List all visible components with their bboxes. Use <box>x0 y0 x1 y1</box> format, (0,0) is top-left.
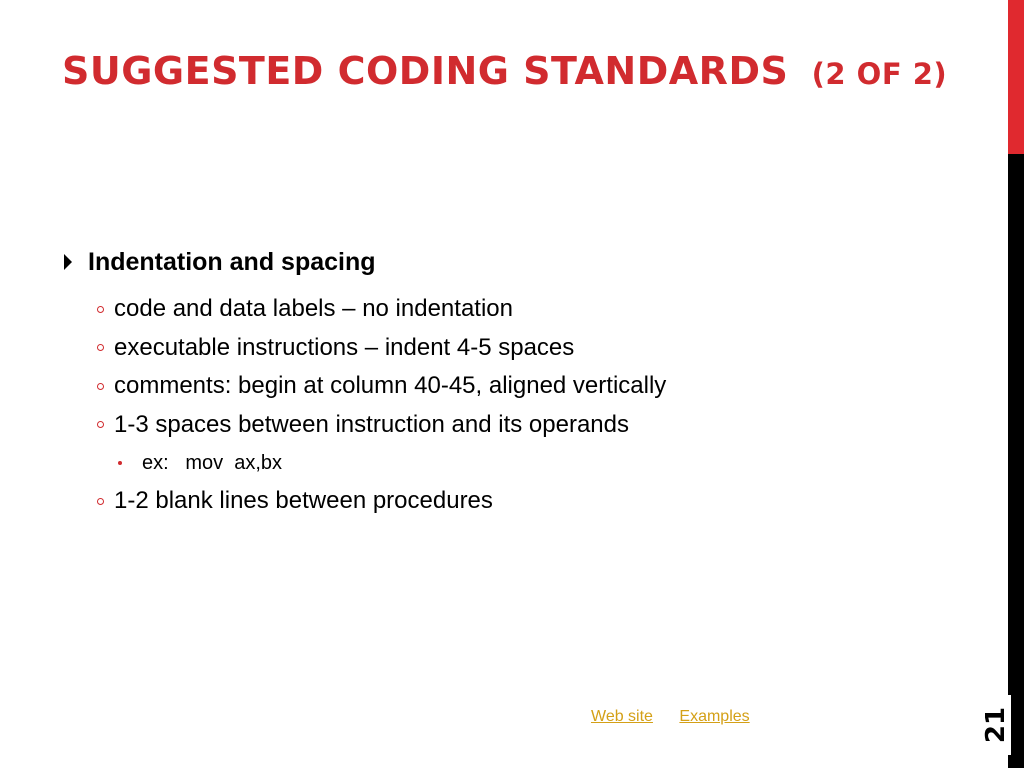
list-item <box>62 290 962 329</box>
hollow-circle-icon <box>97 421 104 428</box>
bullet-heading <box>62 244 962 280</box>
list-item <box>62 329 962 368</box>
hollow-circle-icon <box>97 344 104 351</box>
sidebar-accent-red <box>1008 0 1024 154</box>
list-item-text: code and data labels – no indentation <box>114 295 513 323</box>
triangle-right-icon <box>64 254 72 270</box>
slide-content <box>62 244 962 521</box>
slide-title <box>62 46 982 99</box>
list-item-text: 1-2 blank lines between procedures <box>114 487 493 515</box>
slide-title-main: SUGGESTED CODING STANDARDS <box>62 49 789 93</box>
page-number: 21 <box>981 695 1011 755</box>
list-item-text: comments: begin at column 40-45, aligned vertically <box>114 372 667 400</box>
bullet-list <box>62 290 962 521</box>
footer-links <box>591 708 772 726</box>
website-link[interactable]: Web site <box>591 708 653 725</box>
dot-icon <box>118 461 122 465</box>
sub-list-item-text: ex: mov ax,bx <box>142 451 283 474</box>
sub-list-item <box>62 444 962 482</box>
list-item-text: executable instructions – indent 4-5 spaces <box>114 333 575 361</box>
slide-title-sub: (2 OF 2) <box>811 57 948 91</box>
bullet-heading-text: Indentation and spacing <box>88 247 376 276</box>
list-item <box>62 406 962 445</box>
list-item-text: 1-3 spaces between instruction and its operands <box>114 410 629 438</box>
hollow-circle-icon <box>97 383 104 390</box>
examples-link[interactable]: Examples <box>679 708 750 725</box>
list-item <box>62 367 962 406</box>
hollow-circle-icon <box>97 498 104 505</box>
list-item <box>62 482 962 521</box>
hollow-circle-icon <box>97 306 104 313</box>
sidebar-accent-black <box>1008 154 1024 768</box>
